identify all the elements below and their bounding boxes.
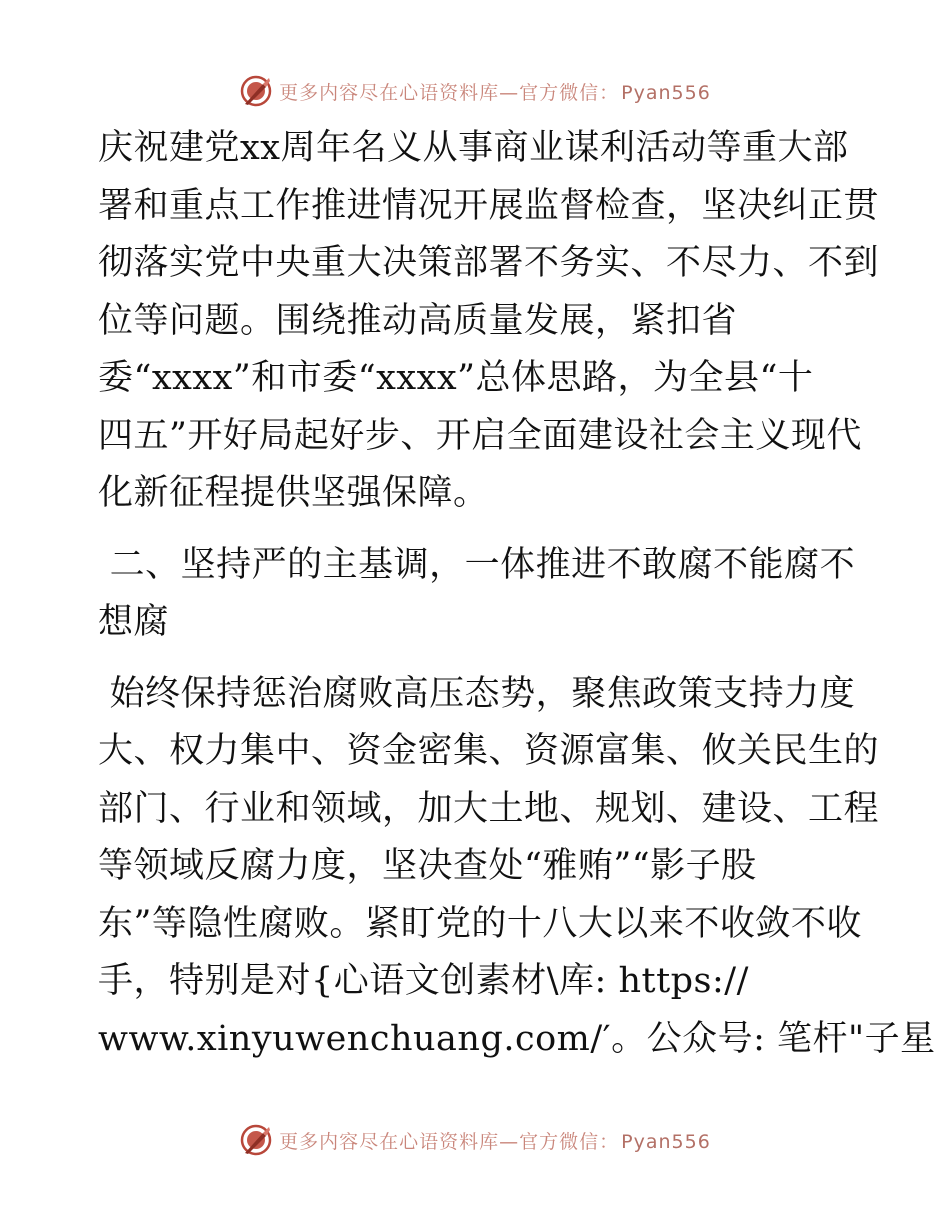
header-watermark — [0, 71, 950, 111]
quill-seal-icon — [239, 1123, 273, 1157]
text-line: 东”等隐性腐败。紧盯党的十八大以来不收敛不收 — [98, 903, 862, 944]
text-line: 彻落实党中央重大决策部署不务实、不尽力、不到 — [98, 243, 880, 283]
text-line: 大、权力集中、资金密集、资源富集、攸关民生的 — [98, 731, 880, 771]
text-line: 位等问题。围绕推动高质量发展，紧扣省 — [98, 300, 738, 341]
document-body — [98, 120, 936, 1068]
text-line: www.xinyuwenchuang.com/′。公众号: 笔杆"子星 — [98, 1018, 936, 1059]
quill-seal-icon — [239, 74, 273, 108]
footer-watermark — [0, 1120, 950, 1160]
text-line: 署和重点工作推进情况开展监督检查，坚决纠正贯 — [98, 185, 880, 226]
text-line: 手，特别是对{心语文创素材\库: https:// — [98, 961, 749, 1001]
text-line: 四五”开好局起好步、开启全面建设社会主义现代 — [98, 415, 862, 456]
paragraph-2 — [98, 666, 936, 1069]
text-line: 庆祝建党xx周年名义从事商业谋利活动等重大部 — [98, 128, 849, 168]
text-line: 始终保持惩治腐败高压态势，聚焦政策支持力度 — [98, 673, 856, 714]
text-line: 等领域反腐力度，坚决查处“雅贿”“影子股 — [98, 846, 757, 886]
paragraph-1 — [98, 120, 880, 523]
watermark-text: 更多内容尽在心语资料库—官方微信： Pyan556 — [279, 1130, 711, 1153]
heading-line: 想腐 — [98, 602, 170, 642]
heading-line: 二、坚持严的主基调，一体推进不敢腐不能腐不 — [98, 544, 856, 585]
text-line: 委“xxxx”和市委“xxxx”总体思路，为全县“十 — [98, 358, 814, 398]
text-line: 部门、行业和领域，加大土地、规划、建设、工程 — [98, 788, 880, 829]
text-line: 化新征程提供坚强保障。 — [98, 473, 489, 513]
section-heading — [98, 537, 858, 652]
watermark-text: 更多内容尽在心语资料库—官方微信： Pyan556 — [279, 81, 711, 104]
